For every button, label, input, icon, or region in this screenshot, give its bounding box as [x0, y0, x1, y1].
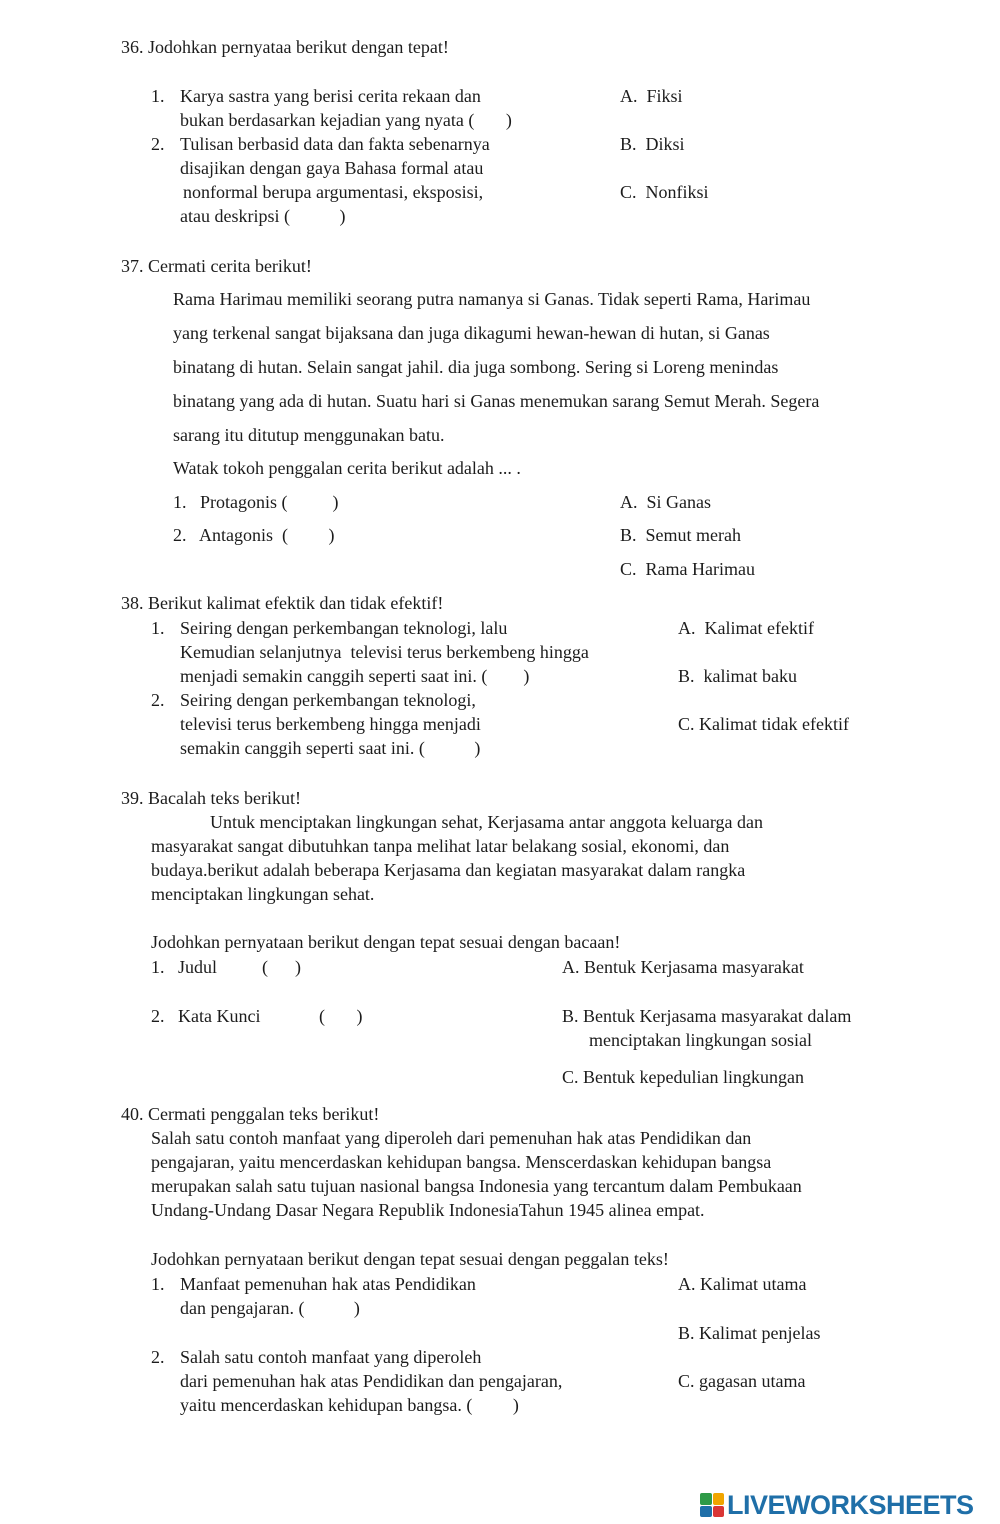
text-q39-oC: C. Bentuk kepedulian lingkungan — [562, 1067, 804, 1087]
text-q36-i2-l3: nonformal berupa argumentasi, eksposisi, — [183, 182, 484, 202]
text-q39-i2: 2. Kata Kunci ( ) — [151, 1006, 363, 1026]
text-q40-p1: Salah satu contoh manfaat yang diperoleh dari pemenuhan hak atas Pendidikan dan — [151, 1128, 752, 1148]
text-q38-i2-n: 2. — [151, 690, 165, 710]
text-q39-i1: 1. Judul ( ) — [151, 957, 301, 977]
text-q36-i1-l2: bukan berdasarkan kejadian yang nyata ( ) — [180, 110, 512, 130]
text-q38-oA: A. Kalimat efektif — [678, 618, 814, 638]
text-q40-i1-n: 1. — [151, 1274, 165, 1294]
text-q40-i1-l2: dan pengajaran. ( ) — [180, 1298, 360, 1318]
text-q39-p2: masyarakat sangat dibutuhkan tanpa melihat latar belakang sosial, ekonomi, dan — [151, 836, 730, 856]
text-q39-oB1: B. Bentuk Kerjasama masyarakat dalam — [562, 1006, 852, 1026]
text-q36-i2-l2: disajikan dengan gaya Bahasa formal atau — [180, 158, 484, 178]
text-q36-i2-l4: atau deskripsi ( ) — [180, 206, 346, 226]
text-q40-oB: B. Kalimat penjelas — [678, 1323, 821, 1343]
text-q38-i1-l1: Seiring dengan perkembangan teknologi, lalu — [180, 618, 508, 638]
text-q40-i2-l1: Salah satu contoh manfaat yang diperoleh — [180, 1347, 482, 1367]
text-q40-i1-l1: Manfaat pemenuhan hak atas Pendidikan — [180, 1274, 476, 1294]
text-q37-p2: yang terkenal sangat bijaksana dan juga dikagumi hewan-hewan di hutan, si Ganas — [173, 323, 770, 343]
text-q40-i2-l2: dari pemenuhan hak atas Pendidikan dan pengajaran, — [180, 1371, 563, 1391]
text-q39-oA: A. Bentuk Kerjasama masyarakat — [562, 957, 804, 977]
text-q36-i1-n: 1. — [151, 86, 165, 106]
text-q38-i2-l1: Seiring dengan perkembangan teknologi, — [180, 690, 476, 710]
text-q37-oB: B. Semut merah — [620, 525, 741, 545]
text-q37-oC: C. Rama Harimau — [620, 559, 755, 579]
text-q40-p4: Undang-Undang Dasar Negara Republik IndonesiaTahun 1945 alinea empat. — [151, 1200, 705, 1220]
text-q39-p3: budaya.berikut adalah beberapa Kerjasama dan kegiatan masyarakat dalam rangka — [151, 860, 746, 880]
text-q37-p4: binatang yang ada di hutan. Suatu hari si Ganas menemukan sarang Semut Merah. Segera — [173, 391, 820, 411]
text-q40-q: Jodohkan pernyataan berikut dengan tepat sesuai dengan peggalan teks! — [151, 1249, 669, 1269]
text-q37-p5: sarang itu ditutup menggunakan batu. — [173, 425, 445, 445]
text-q36-oC: C. Nonfiksi — [620, 182, 709, 202]
text-q40-i2-l3: yaitu mencerdaskan kehidupan bangsa. ( ) — [180, 1395, 519, 1415]
text-q38-i2-l2: televisi terus berkembeng hingga menjadi — [180, 714, 481, 734]
text-q37-i2: 2. Antagonis ( ) — [173, 525, 335, 545]
text-q37-i1: 1. Protagonis ( ) — [173, 492, 339, 512]
text-q36-head: 36. Jodohkan pernyataa berikut dengan tepat! — [121, 37, 449, 57]
text-q39-q: Jodohkan pernyataan berikut dengan tepat sesuai dengan bacaan! — [151, 932, 621, 952]
liveworksheets-mark-icon — [700, 1493, 724, 1517]
text-q40-p3: merupakan salah satu tujuan nasional bangsa Indonesia yang tercantum dalam Pembukaan — [151, 1176, 802, 1196]
text-q40-head: 40. Cermati penggalan teks berikut! — [121, 1104, 380, 1124]
text-q37-p1: Rama Harimau memiliki seorang putra namanya si Ganas. Tidak seperti Rama, Harimau — [173, 289, 811, 309]
text-q37-oA: A. Si Ganas — [620, 492, 711, 512]
text-q36-i2-l1: Tulisan berbasid data dan fakta sebenarnya — [180, 134, 490, 154]
text-q36-oB: B. Diksi — [620, 134, 685, 154]
text-q37-q: Watak tokoh penggalan cerita berikut adalah ... . — [173, 458, 521, 478]
text-q39-oB2: menciptakan lingkungan sosial — [589, 1030, 812, 1050]
text-q40-oA: A. Kalimat utama — [678, 1274, 807, 1294]
text-q38-i1-l2: Kemudian selanjutnya televisi terus berkembeng hingga — [180, 642, 589, 662]
text-q39-p4: menciptakan lingkungan sehat. — [151, 884, 375, 904]
text-q40-oC: C. gagasan utama — [678, 1371, 806, 1391]
text-q36-i1-l1: Karya sastra yang berisi cerita rekaan dan — [180, 86, 481, 106]
text-q38-i1-l3: menjadi semakin canggih seperti saat ini. ( ) — [180, 666, 530, 686]
text-q36-i2-n: 2. — [151, 134, 165, 154]
text-q40-i2-n: 2. — [151, 1347, 165, 1367]
text-q37-p3: binatang di hutan. Selain sangat jahil. dia juga sombong. Sering si Loreng menindas — [173, 357, 779, 377]
text-q38-oC: C. Kalimat tidak efektif — [678, 714, 849, 734]
text-q39-head: 39. Bacalah teks berikut! — [121, 788, 301, 808]
logo-text: LIVEWORKSHEETS — [727, 1489, 974, 1520]
text-q40-p2: pengajaran, yaitu mencerdaskan kehidupan bangsa. Menscerdaskan kehidupan bangsa — [151, 1152, 772, 1172]
text-q38-head: 38. Berikut kalimat efektik dan tidak efektif! — [121, 593, 444, 613]
text-q38-i1-n: 1. — [151, 618, 165, 638]
text-q39-p1: Untuk menciptakan lingkungan sehat, Kerjasama antar anggota keluarga dan — [210, 812, 763, 832]
liveworksheets-logo[interactable] — [700, 1488, 974, 1522]
text-q38-i2-l3: semakin canggih seperti saat ini. ( ) — [180, 738, 481, 758]
text-q36-oA: A. Fiksi — [620, 86, 683, 106]
text-q37-head: 37. Cermati cerita berikut! — [121, 256, 312, 276]
text-q38-oB: B. kalimat baku — [678, 666, 797, 686]
